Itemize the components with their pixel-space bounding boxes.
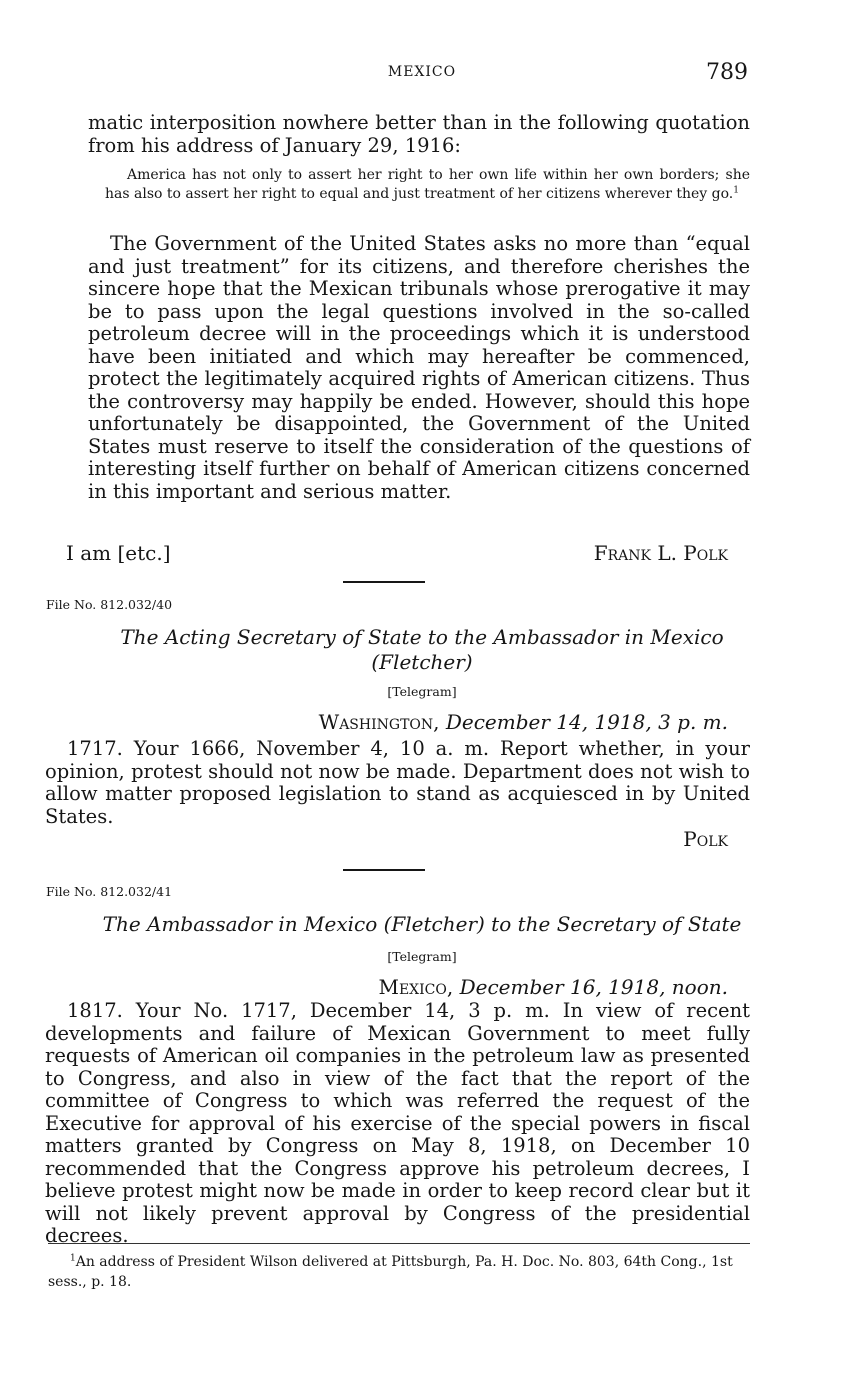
block-quote bbox=[105, 166, 750, 203]
main-paragraph: The Government of the United States asks no more than “equal and just treatment” for its citizens, and therefore cherishes the sincere hope that the Mexican tribunals whose prerogative it may be to pass upon the legal questions involved in the so-called petroleum decree will in the proceedings which it is understood have been initiated and which may hereafter be commenced, protect the legitimately acquired rights of American citizens. Thus the controversy may happily be ended. However, should this hope unfortunately be disappointed, the Government of the United States must reserve to itself the consideration of the questions of interesting itself further on behalf of American citizens concerned in this important and serious matter. bbox=[88, 232, 750, 503]
footnote-divider bbox=[48, 1243, 750, 1244]
doc2-type: [Telegram] bbox=[387, 949, 457, 964]
doc2-body: 1817. Your No. 1717, December 14, 3 p. m. In view of recent developments and failure of Mexican Government to meet fully requests of American oil companies in the petroleum law as presented to Congress, and also in view of the fact that the report of the committee of Congress to which was referred the request of the Executive for approval of his exercise of the special powers in fiscal matters granted by Congress on May 8, 1918, on December 10 recommended that the Congress approve his petroleum decrees, I believe protest might now be made in order to keep record clear but it will not likely prevent approval by Congress of the presidential decrees. bbox=[45, 999, 750, 1247]
doc1-file-number: File No. 812.032/40 bbox=[46, 597, 173, 612]
doc1-title-line1: The Acting Secretary of State to the Ambassador in Mexico bbox=[120, 625, 724, 649]
section-divider bbox=[343, 581, 425, 583]
doc2-date: December 16, 1918, noon. bbox=[459, 975, 728, 999]
doc1-place: Washington, bbox=[318, 710, 440, 734]
doc1-type: [Telegram] bbox=[387, 684, 457, 699]
doc2-title: The Ambassador in Mexico (Fletcher) to the Secretary of State bbox=[102, 912, 742, 936]
running-head: MEXICO bbox=[387, 64, 457, 80]
closing-salutation: I am [etc.] bbox=[66, 541, 171, 565]
footnote bbox=[48, 1252, 750, 1292]
footnote-mark: 1 bbox=[70, 1253, 76, 1264]
doc2-place: Mexico, bbox=[378, 975, 454, 999]
doc1-date: December 14, 1918, 3 p. m. bbox=[445, 710, 728, 734]
doc1-dateline bbox=[319, 710, 728, 734]
section-divider bbox=[343, 869, 425, 871]
doc1-body: 1717. Your 1666, November 4, 10 a. m. Report whether, in your opinion, protest should not now be made. Department does not wish to allow matter proposed legislation to stand as acquiesced in by United States. bbox=[45, 737, 750, 828]
closing-signature: Frank L. Polk bbox=[593, 541, 728, 565]
doc1-signature: Polk bbox=[683, 827, 728, 851]
footnote-reference: 1 bbox=[733, 184, 739, 195]
footnote-text: An address of President Wilson delivered at Pittsburgh, Pa. H. Doc. No. 803, 64th Cong., 1st sess., p. 18. bbox=[48, 1254, 733, 1290]
doc2-file-number: File No. 812.032/41 bbox=[46, 884, 173, 899]
quote-text: America has not only to assert her right to her own life within her own borders; she has also to assert her right to equal and just treatment of her citizens wherever they go. bbox=[105, 167, 750, 202]
opening-paragraph: matic interposition nowhere better than in the following quotation from his address of January 29, 1916: bbox=[88, 111, 750, 157]
page-number: 789 bbox=[706, 60, 748, 85]
doc2-dateline bbox=[378, 975, 728, 999]
doc1-title-line2: (Fletcher) bbox=[371, 650, 473, 674]
